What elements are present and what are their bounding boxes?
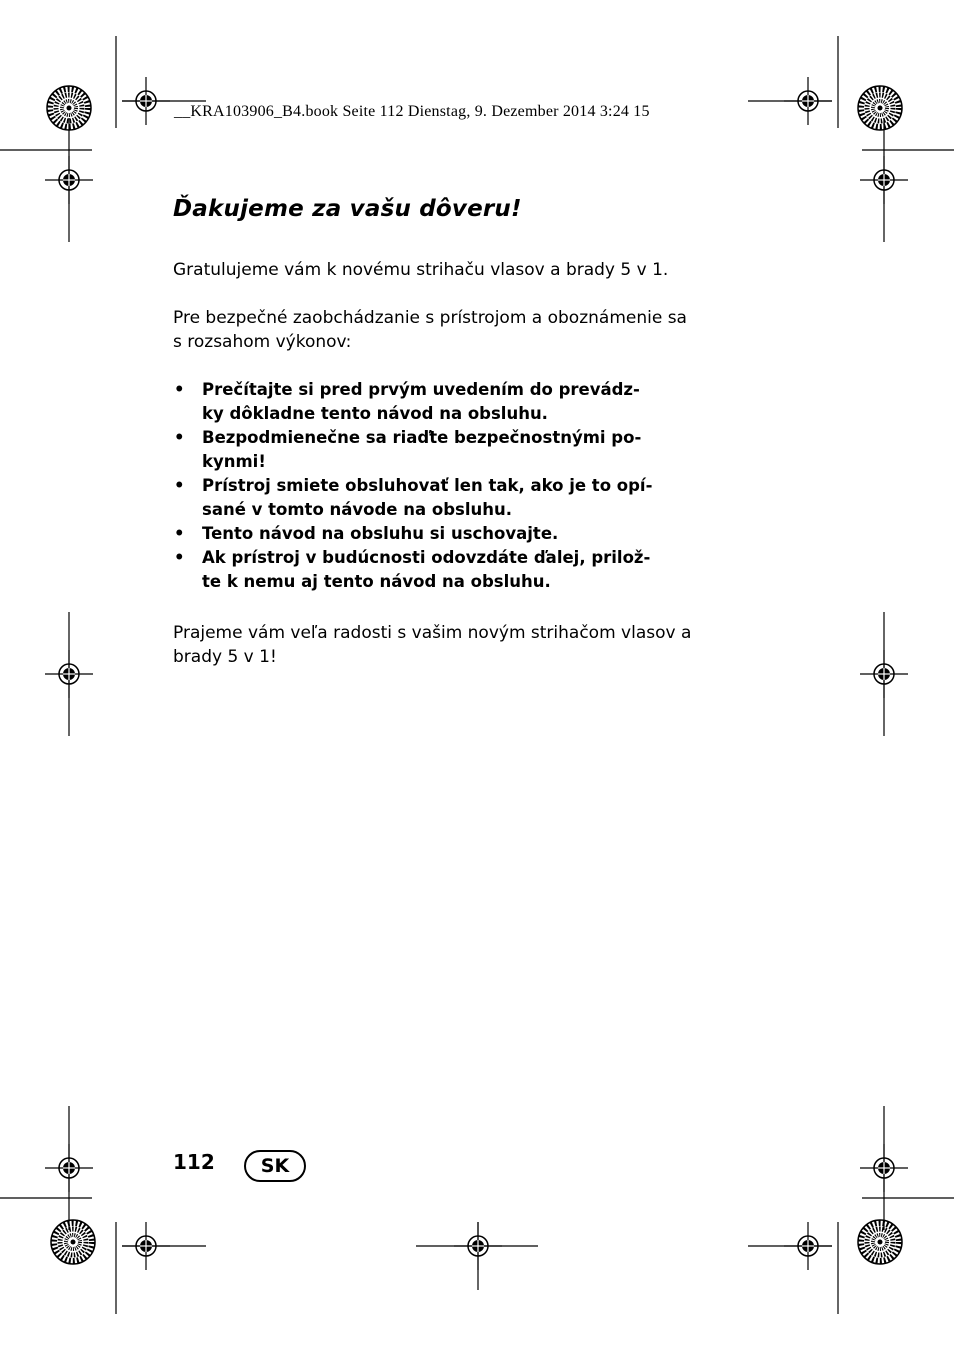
registration-mark — [122, 77, 170, 125]
list-item-line: Tento návod na obsluhu si uschovajte. — [202, 524, 559, 543]
list-item-line: ky dôkladne tento návod na obsluhu. — [202, 404, 548, 423]
page-title: Ďakujeme za vašu dôveru! — [173, 196, 522, 222]
starburst-mark — [858, 1220, 902, 1264]
list-item-line: Ak prístroj v budúcnosti odovzdáte ďalej, prilož- — [202, 548, 651, 567]
language-badge — [244, 1150, 306, 1182]
list-item — [173, 378, 652, 426]
bullet-icon: • — [174, 548, 185, 567]
intro-paragraph: Gratulujeme vám k novému strihaču vlasov a brady 5 v 1. — [173, 260, 669, 280]
registration-mark — [45, 156, 93, 204]
registration-mark — [45, 1144, 93, 1192]
bullet-icon: • — [174, 428, 185, 447]
list-item-line: kynmi! — [202, 452, 266, 471]
closing-paragraph — [173, 621, 691, 669]
crop-lines — [0, 36, 954, 1314]
list-item — [173, 522, 652, 546]
list-item — [173, 474, 652, 522]
closing-line: brady 5 v 1! — [173, 647, 277, 667]
bullet-icon: • — [174, 380, 185, 399]
registration-mark — [860, 1144, 908, 1192]
list-item — [173, 546, 652, 594]
closing-line: Prajeme vám veľa radosti s vašim novým strihačom vlasov a — [173, 623, 692, 643]
registration-mark — [45, 650, 93, 698]
safety-intro-paragraph — [173, 306, 687, 354]
list-item-line: te k nemu aj tento návod na obsluhu. — [202, 572, 551, 591]
print-file-info: __KRA103906_B4.book Seite 112 Dienstag, 9. Dezember 2014 3:24 15 — [174, 103, 650, 120]
registration-mark — [860, 156, 908, 204]
starburst-mark — [858, 86, 902, 130]
list-item — [173, 426, 652, 474]
registration-mark — [122, 1222, 170, 1270]
registration-mark — [784, 1222, 832, 1270]
registration-mark — [454, 1222, 502, 1270]
page-number: 112 — [173, 1150, 215, 1174]
list-item-line: sané v tomto návode na obsluhu. — [202, 500, 512, 519]
instruction-list — [173, 378, 652, 594]
bullet-icon: • — [174, 524, 185, 543]
bullet-icon: • — [174, 476, 185, 495]
safety-intro-line: s rozsahom výkonov: — [173, 332, 352, 352]
list-item-line: Bezpodmienečne sa riaďte bezpečnostnými po- — [202, 428, 642, 447]
safety-intro-line: Pre bezpečné zaobchádzanie s prístrojom a oboznámenie sa — [173, 308, 687, 328]
starburst-mark — [51, 1220, 95, 1264]
registration-mark — [860, 650, 908, 698]
list-item-line: Prečítajte si pred prvým uvedením do prevádz- — [202, 380, 640, 399]
language-code: SK — [260, 1155, 290, 1177]
list-item-line: Prístroj smiete obsluhovať len tak, ako je to opí- — [202, 476, 653, 495]
